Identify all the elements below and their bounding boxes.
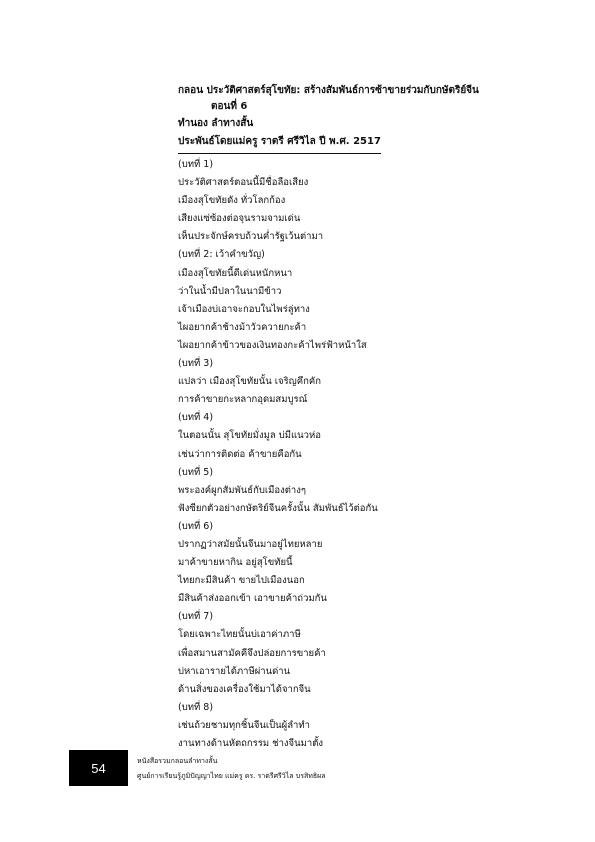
- poem-line: บ่หาเอารายได้ภาษีผ่านด่าน: [178, 665, 291, 677]
- poem-line: เช่นถ้วยชามทุกชิ้นจีนเป็นผู้ลำทำ: [178, 719, 310, 731]
- poem-line: (บทที่ 7): [178, 611, 214, 623]
- poem-line: ด้านสิ่งของเครื่องใช้มาได้จากจีน: [178, 683, 311, 695]
- poem-line: (บทที่ 2: เว้าคำขวัญ): [178, 249, 265, 261]
- footer-text: [137, 754, 437, 784]
- author-line: ประพันธ์โดยแม่ครู ราตรี ศรีวิไล ปี พ.ศ. 2517: [178, 133, 381, 154]
- poem-line: ไทยกะมีสินค้า ขายไปเมืองนอก: [178, 575, 305, 587]
- poem-line: เจ้าเมืองบ่เอาจะกอบในไพร่ลู่ทาง: [178, 303, 310, 315]
- poem-line: งานทางด้านหัตถกรรม ช่างจีนมาตั้ง: [178, 738, 324, 749]
- poem-line: ไผอยากค้าข้าวของเงินทองกะค้าไพร่ฟ้าหน้าใส: [178, 339, 367, 351]
- poem-line: การค้าขายกะหลากอุดมสมบูรณ์: [178, 394, 308, 406]
- page-number-box: [69, 750, 128, 786]
- poem-line: (บทที่ 4): [178, 412, 214, 424]
- poem-line: ฟังซียกตัวอย่างกษัตริย์จีนครั้งนั้น สัมพันธ์ไว้ต่อกัน: [178, 502, 378, 514]
- poem-line: แปลว่า เมืองสุโขทัยนั้น เจริญคึกคัก: [178, 376, 321, 388]
- poem-line: ประวัติศาสตร์ตอนนี้มีชื่อลือเสียง: [178, 177, 309, 189]
- poem-line: ไผอยากค้าช้างม้าวัวควายกะค้า: [178, 321, 307, 333]
- footer-book-title: หนังสือรวมกลอนลำทางสั้น: [137, 757, 218, 765]
- poem-line: เมืองสุโขทัยดัง ทั่วโลกก้อง: [178, 195, 286, 207]
- poem-line: มีสินค้าส่งออกเข้า เอาขายค้าถ่วมกัน: [178, 593, 327, 605]
- poem-line: โดยเฉพาะไทยนั้นบ่เอาค่าภาษี: [178, 629, 301, 641]
- poem-line: ปรากฏว่าสมัยนั้นจีนมาอยู่ไทยหลาย: [178, 538, 323, 550]
- poem-line: (บทที่ 8): [178, 701, 214, 713]
- poem-line: เมืองสุโขทัยนี้ดีเด่นหนักหนา: [178, 267, 293, 279]
- poem-line: เห็นประจักษ์ครบถ้วนค่ำรัฐเว้นต่ามา: [178, 231, 324, 243]
- page-number: 54: [91, 760, 106, 776]
- poem-line: เสียงแซ่ซ้องต่อจุนรามจามเด่น: [178, 213, 301, 225]
- title-line-1: กลอน ประวัติศาสตร์สุโขทัย: สร้างสัมพันธ์การซ้าขายร่วมกับกษัตริย์จีน: [178, 85, 479, 96]
- poem-line: ว่าในน้ำมีปลาในนามีข้าว: [178, 285, 282, 297]
- title-line-2: ตอนที่ 6: [211, 101, 248, 112]
- poem-line: เพื่อสมานสามัคคีจึงปล่อยการขายค้า: [178, 647, 326, 659]
- poem-line: (บทที่ 1): [178, 159, 214, 170]
- poem-body: [178, 156, 578, 753]
- poem-line: พระองค์ผูกสัมพันธ์กับเมืองต่างๆ: [178, 484, 306, 496]
- poem-line: เช่นว่าการติดต่อ ค้าขายคือกัน: [178, 448, 302, 460]
- poem-line: (บทที่ 3): [178, 358, 214, 370]
- poem-line: (บทที่ 6): [178, 520, 214, 532]
- document-header: [178, 83, 578, 154]
- poem-line: ในตอนนั้น สุโขทัยมั่งมูล บ่มีแนวห่อ: [178, 430, 321, 442]
- form-label: ทำนอง ลำทางสั้น: [178, 118, 254, 129]
- footer-institution: ศูนย์การเรียนรู้ภูมิปัญญาไทย แม่ครู ดร. ราตรีศรีวิไล บรสิทธิผล: [137, 772, 326, 780]
- poem-line: (บทที่ 5): [178, 466, 214, 478]
- poem-line: มาค้าขายหากิน อยู่สุโขทัยนี้: [178, 557, 293, 569]
